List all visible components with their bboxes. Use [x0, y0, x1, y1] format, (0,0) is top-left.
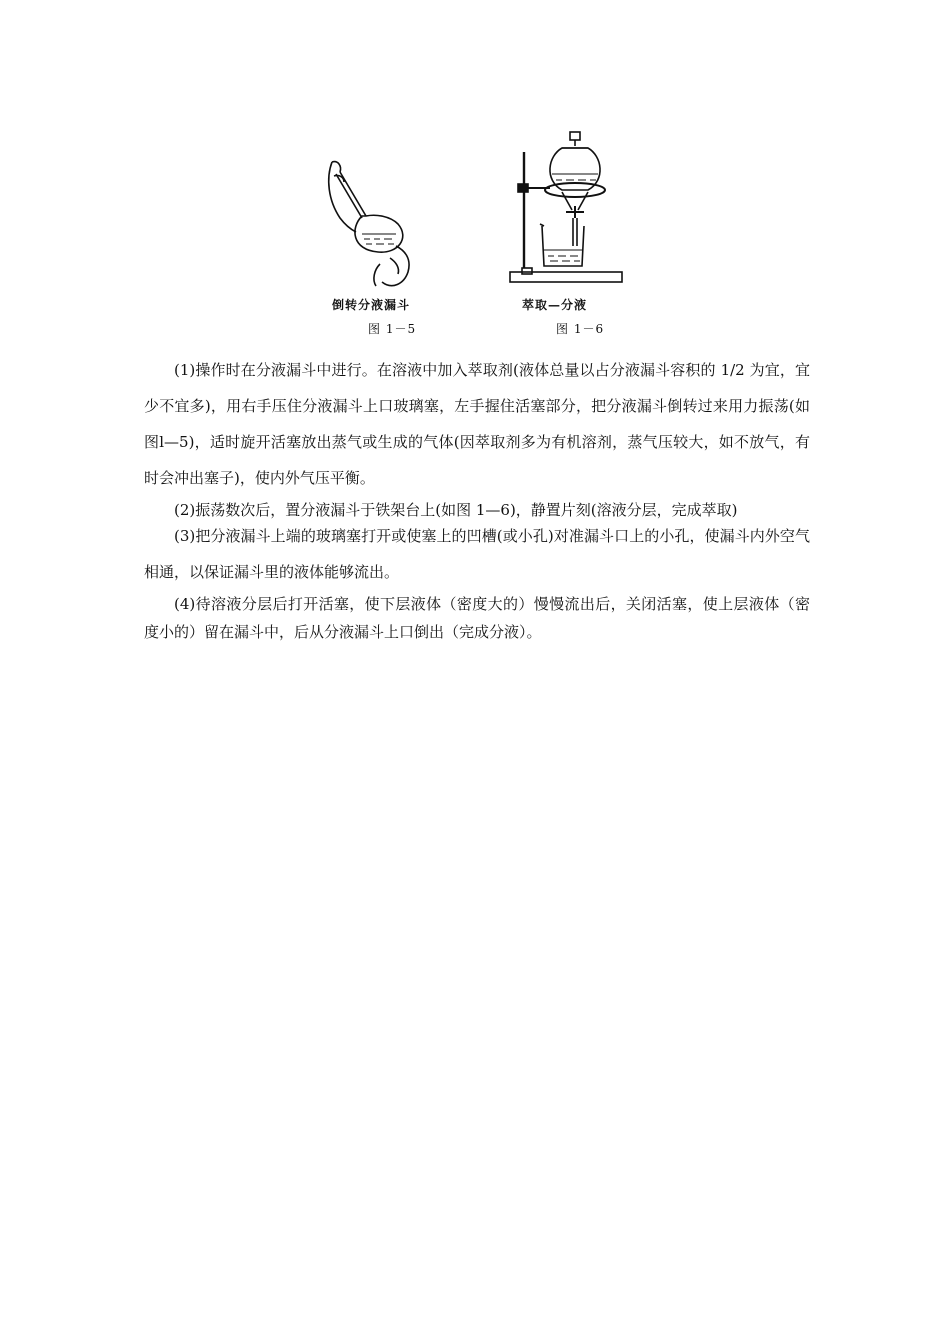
paragraph-2: (2)振荡数次后，置分液漏斗于铁架台上(如图 1—6)，静置片刻(溶液分层，完成萃取) — [174, 501, 738, 519]
figure-right-caption: 萃取—分液 — [522, 298, 588, 312]
figure-left-number: 图 1－5 — [368, 322, 417, 336]
paragraph-3: (3)把分液漏斗上端的玻璃塞打开或使塞上的凹槽(或小孔)对准漏斗口上的小孔，使漏斗内外空气相通，以保证漏斗里的液体能够流出。 — [144, 527, 810, 581]
inverted-funnel-drawing — [329, 162, 409, 286]
extraction-apparatus-drawing — [510, 132, 622, 282]
body-text — [144, 358, 810, 646]
figure-left-caption: 倒转分液漏斗 — [332, 298, 411, 312]
figure-area — [300, 118, 630, 340]
paragraph-4: (4)待溶液分层后打开活塞，使下层液体（密度大的）慢慢流出后，关闭活塞，使上层液体（密度小的）留在漏斗中，后从分液漏斗上口倒出（完成分液）。 — [144, 595, 810, 641]
paragraph-1: (1)操作时在分液漏斗中进行。在溶液中加入萃取剂(液体总量以占分液漏斗容积的 1/2 为宜，宜少不宜多)，用右手压住分液漏斗上口玻璃塞，左手握住活塞部分，把分液漏斗倒转过来用力振荡(如图l—5)，适时旋开活塞放出蒸气或生成的气体(因萃取剂多为有机溶剂，蒸气压较大，如不放气，有时会冲出塞子)，使内外气压平衡。 — [144, 361, 810, 487]
figure-right-number: 图 1－6 — [556, 322, 605, 336]
